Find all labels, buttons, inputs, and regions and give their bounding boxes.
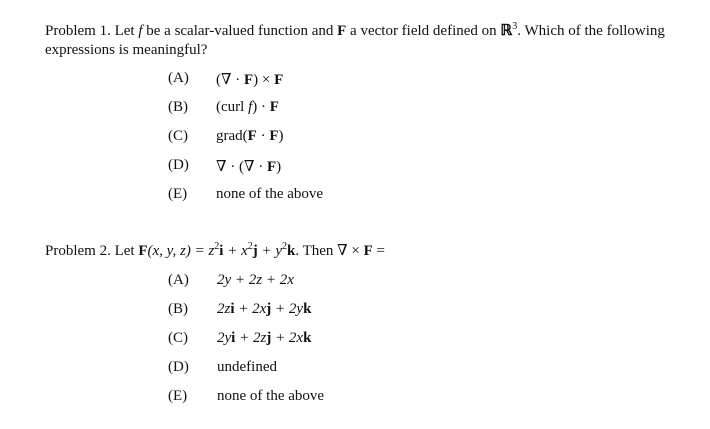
math-symbol: f: [138, 23, 143, 39]
option-expression: undefined: [217, 359, 277, 375]
statement-text: . Then ∇ ×: [295, 243, 364, 259]
option-letter: (A): [168, 272, 189, 288]
math-symbol: F: [363, 243, 373, 259]
math-expression: + x: [223, 243, 248, 259]
option-letter: (C): [168, 128, 188, 144]
option-a[interactable]: [45, 272, 685, 301]
math-expression: (x, y, z) = z: [147, 243, 215, 259]
option-b[interactable]: [45, 301, 685, 330]
math-symbol: k: [287, 243, 296, 259]
option-expression: ∇ · (∇ · F): [216, 159, 282, 175]
option-letter: (D): [168, 359, 189, 375]
option-expression: grad(F · F): [216, 128, 284, 144]
statement-text: =: [372, 243, 385, 259]
option-b[interactable]: [45, 99, 685, 128]
option-letter: (C): [168, 330, 188, 346]
option-expression: (∇ · F) × F: [216, 72, 284, 88]
option-c[interactable]: [45, 128, 685, 157]
statement-text: Problem 1. Let: [45, 23, 139, 39]
statement-text: Problem 2. Let: [45, 243, 139, 259]
option-expression: 2zi + 2xj + 2yk: [217, 301, 312, 317]
option-d[interactable]: [45, 359, 685, 388]
problem-2: [45, 242, 685, 417]
math-symbol: i: [219, 243, 224, 259]
problem-2-statement: [45, 242, 685, 261]
option-expression: 2yi + 2zj + 2xk: [217, 330, 312, 346]
option-letter: (D): [168, 157, 189, 173]
math-symbol: F: [138, 243, 148, 259]
option-expression: none of the above: [216, 186, 324, 202]
option-e[interactable]: [45, 388, 685, 417]
option-c[interactable]: [45, 330, 685, 359]
option-e[interactable]: [45, 186, 685, 215]
math-expression: + y: [257, 243, 283, 259]
option-expression: none of the above: [217, 388, 325, 404]
option-expression: (curl f) · F: [216, 99, 279, 115]
option-d[interactable]: [45, 157, 685, 186]
problem-1-statement: [45, 22, 685, 60]
superscript: 3: [512, 21, 518, 32]
option-a[interactable]: [45, 70, 685, 99]
math-symbol: F: [337, 23, 347, 39]
statement-text: . Which of the following expressions is meaningful?: [45, 23, 665, 58]
problem-2-options: [45, 272, 685, 417]
option-letter: (E): [168, 186, 188, 202]
option-letter: (E): [168, 388, 188, 404]
option-letter: (A): [168, 70, 189, 86]
math-symbol: ℝ: [500, 23, 513, 39]
math-symbol: j: [252, 243, 258, 259]
option-letter: (B): [168, 301, 188, 317]
statement-text: a vector field defined on: [346, 23, 501, 39]
superscript: 2: [247, 241, 253, 252]
option-letter: (B): [168, 99, 188, 115]
problem-1-options: [45, 70, 685, 215]
superscript: 2: [282, 241, 288, 252]
statement-text: be a scalar-valued function and: [142, 23, 338, 39]
problem-1: [45, 22, 685, 215]
option-expression: 2y + 2z + 2x: [217, 272, 294, 288]
superscript: 2: [214, 241, 220, 252]
